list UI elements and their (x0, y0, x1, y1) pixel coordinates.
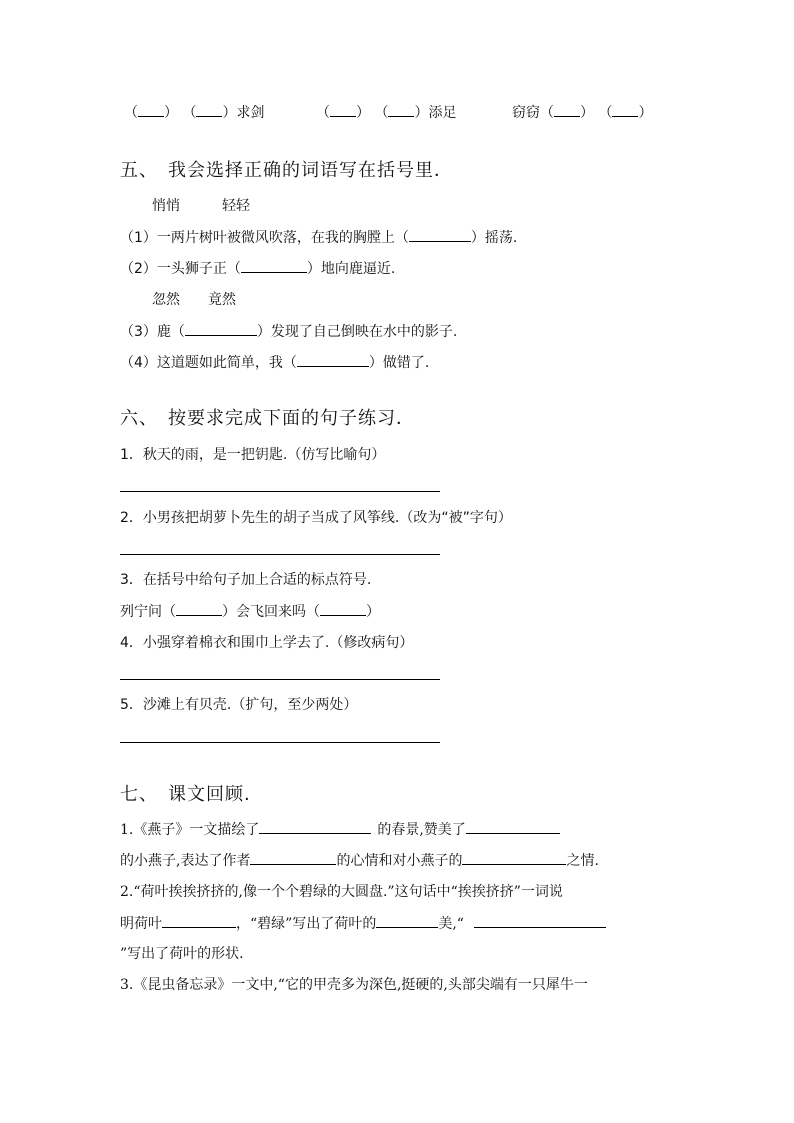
answer-line[interactable] (120, 554, 440, 555)
question-6-5: 5．沙滩上有贝壳.（扩句，至少两处） (120, 697, 358, 713)
section-7-title: 七、 课文回顾. (120, 784, 251, 805)
question-6-3: 3．在括号中给句子加上合适的标点符号. (120, 572, 372, 588)
answer-blank[interactable] (138, 103, 164, 117)
section-6-title: 六、 按要求完成下面的句子练习． (120, 408, 415, 429)
answer-line[interactable] (120, 491, 440, 492)
question-7-2-line-3: ”写出了荷叶的形状. (120, 946, 244, 962)
idiom-item-2: （ ） （ ）添足 (316, 105, 457, 121)
answer-blank[interactable] (250, 851, 336, 865)
answer-blank[interactable] (462, 851, 566, 865)
answer-blank[interactable] (162, 914, 236, 928)
answer-line[interactable] (120, 679, 440, 680)
question-7-3-line-1: 3.《昆虫备忘录》一文中,“它的甲壳多为深色,挺硬的,头部尖端有一只犀牛一 (120, 977, 588, 993)
question-5-3: （3）鹿（ ）发现了自己倒映在水中的影子. (120, 324, 458, 340)
answer-blank[interactable] (330, 103, 356, 117)
answer-blank[interactable] (196, 103, 222, 117)
word-choices-b: 忽然 竟然 (152, 292, 236, 308)
question-6-1: 1．秋天的雨，是一把钥匙.（仿写比喻句） (120, 447, 386, 463)
answer-blank[interactable] (554, 103, 580, 117)
idiom-prefix: 窃窃 (512, 105, 540, 121)
answer-blank[interactable] (409, 228, 471, 242)
section-5-title: 五、 我会选择正确的词语写在括号里． (120, 160, 453, 181)
answer-blank[interactable] (259, 820, 371, 834)
question-6-3-sentence: 列宁问（ ）会飞回来吗（ ） (120, 604, 380, 620)
answer-blank[interactable] (176, 602, 222, 616)
answer-blank[interactable] (320, 602, 366, 616)
question-7-2-line-1: 2.“荷叶挨挨挤挤的,像一个个碧绿的大圆盘.”这句话中“挨挨挤挤”一词说 (120, 884, 563, 900)
question-7-1-line-2: 的小燕子,表达了作者 的心情和对小燕子的 之情. (120, 853, 599, 869)
idiom-item-3: 窃窃（ ） （ ） (512, 105, 653, 121)
question-5-1: （1）一两片树叶被微风吹落，在我的胸膛上（ ）摇荡. (120, 230, 518, 246)
question-5-2: （2）一头狮子正（ ）地向鹿逼近. (120, 261, 396, 277)
question-6-4: 4．小强穿着棉衣和围巾上学去了.（修改病句） (120, 635, 414, 651)
answer-blank[interactable] (376, 914, 438, 928)
question-5-4: （4）这道题如此简单，我（ ）做错了. (120, 355, 430, 371)
idiom-item-1: （ ） （ ）求剑 (124, 105, 265, 121)
word-choices-a: 悄悄 轻轻 (152, 198, 250, 214)
question-6-2: 2．小男孩把胡萝卜先生的胡子当成了风筝线.（改为“被”字句） (120, 510, 512, 526)
question-7-1-line-1: 1.《燕子》一文描绘了 的春景,赞美了 (120, 820, 560, 839)
answer-line[interactable] (120, 742, 440, 743)
answer-blank[interactable] (297, 353, 369, 367)
answer-blank[interactable] (388, 103, 414, 117)
question-7-2-line-2: 明荷叶 ，“碧绿”写出了荷叶的 美,“ (120, 914, 606, 933)
answer-blank[interactable] (185, 322, 257, 336)
answer-blank[interactable] (241, 259, 307, 273)
answer-blank[interactable] (466, 820, 560, 834)
answer-blank[interactable] (612, 103, 638, 117)
idiom-suffix: 添足 (428, 105, 457, 121)
answer-blank[interactable] (474, 914, 606, 928)
idiom-suffix: 求剑 (236, 105, 265, 121)
